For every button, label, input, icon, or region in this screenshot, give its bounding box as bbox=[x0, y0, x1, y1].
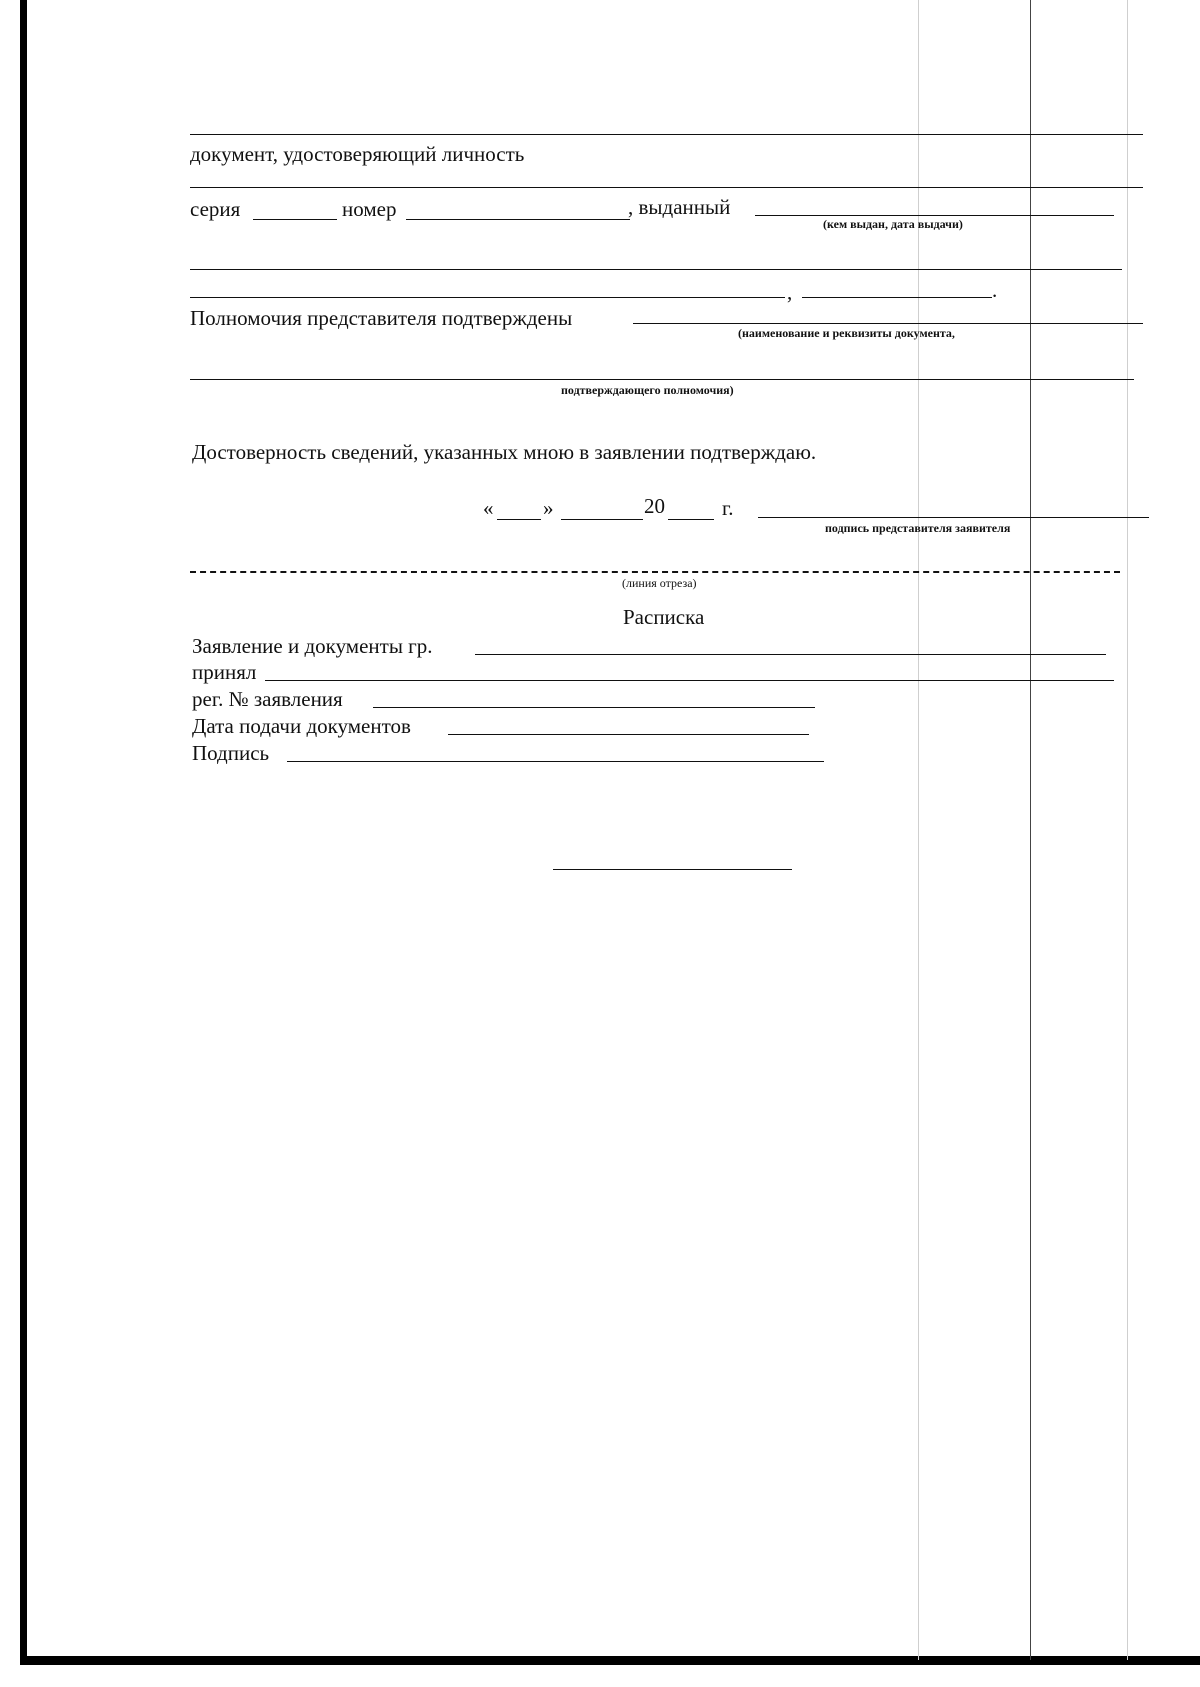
receipt-applicant-field[interactable] bbox=[475, 654, 1106, 655]
receipt-reg-field[interactable] bbox=[373, 707, 815, 708]
authority-doc-field-cont[interactable] bbox=[190, 379, 1134, 380]
authority-label: Полномочия представителя подтверждены bbox=[190, 306, 573, 330]
line-top bbox=[190, 134, 1143, 135]
identity-doc-label: документ, удостоверяющий личность bbox=[190, 142, 525, 166]
number-label: номер bbox=[342, 197, 397, 221]
issued-label: , выданный bbox=[628, 195, 731, 219]
receipt-signature-field[interactable] bbox=[287, 761, 824, 762]
number-field[interactable] bbox=[406, 219, 630, 220]
date-quote-open: « bbox=[483, 496, 494, 520]
year-field[interactable] bbox=[668, 519, 714, 520]
confirmation-text: Достоверность сведений, указанных мною в заявлении подтверждаю. bbox=[192, 440, 817, 464]
issued-by-field-cont-2[interactable] bbox=[190, 297, 785, 298]
identity-doc-field[interactable] bbox=[190, 187, 1143, 188]
month-field[interactable] bbox=[561, 519, 643, 520]
receipt-reg-label: рег. № заявления bbox=[192, 687, 343, 711]
year-prefix: 20 bbox=[644, 494, 665, 518]
authority-doc-field[interactable] bbox=[633, 323, 1143, 324]
cut-line bbox=[190, 571, 1120, 573]
issued-by-field-cont[interactable] bbox=[190, 269, 1122, 270]
scan-border-bottom bbox=[20, 1656, 1200, 1665]
authority-hint-2: подтверждающего полномочия) bbox=[561, 383, 734, 397]
receipt-title: Расписка bbox=[623, 605, 705, 629]
comma-separator: , bbox=[787, 280, 793, 304]
scan-border-left bbox=[20, 0, 27, 1663]
date-quote-close: » bbox=[543, 496, 554, 520]
closing-rule bbox=[553, 869, 792, 870]
receipt-date-field[interactable] bbox=[448, 734, 809, 735]
receipt-signature-label: Подпись bbox=[192, 741, 270, 765]
issued-by-hint: (кем выдан, дата выдачи) bbox=[823, 217, 963, 231]
scan-faint-line bbox=[918, 0, 919, 1660]
representative-signature-field[interactable] bbox=[758, 517, 1149, 518]
scan-faint-line bbox=[1127, 0, 1128, 1660]
day-field[interactable] bbox=[497, 519, 541, 520]
scan-fold-line bbox=[1030, 0, 1031, 1660]
issue-date-field[interactable] bbox=[802, 297, 992, 298]
series-field[interactable] bbox=[253, 219, 337, 220]
year-suffix: г. bbox=[722, 496, 734, 520]
receipt-date-label: Дата подачи документов bbox=[192, 714, 411, 738]
series-label: серия bbox=[190, 197, 241, 221]
receipt-accepted-field[interactable] bbox=[265, 680, 1114, 681]
issued-by-field[interactable] bbox=[755, 215, 1114, 216]
receipt-accepted-label: принял bbox=[192, 660, 257, 684]
signature-hint: подпись представителя заявителя bbox=[825, 521, 1011, 535]
receipt-docs-label: Заявление и документы гр. bbox=[192, 634, 433, 658]
authority-hint-1: (наименование и реквизиты документа, bbox=[738, 326, 955, 340]
period-mark: . bbox=[992, 278, 998, 302]
cut-line-hint: (линия отреза) bbox=[622, 576, 697, 590]
